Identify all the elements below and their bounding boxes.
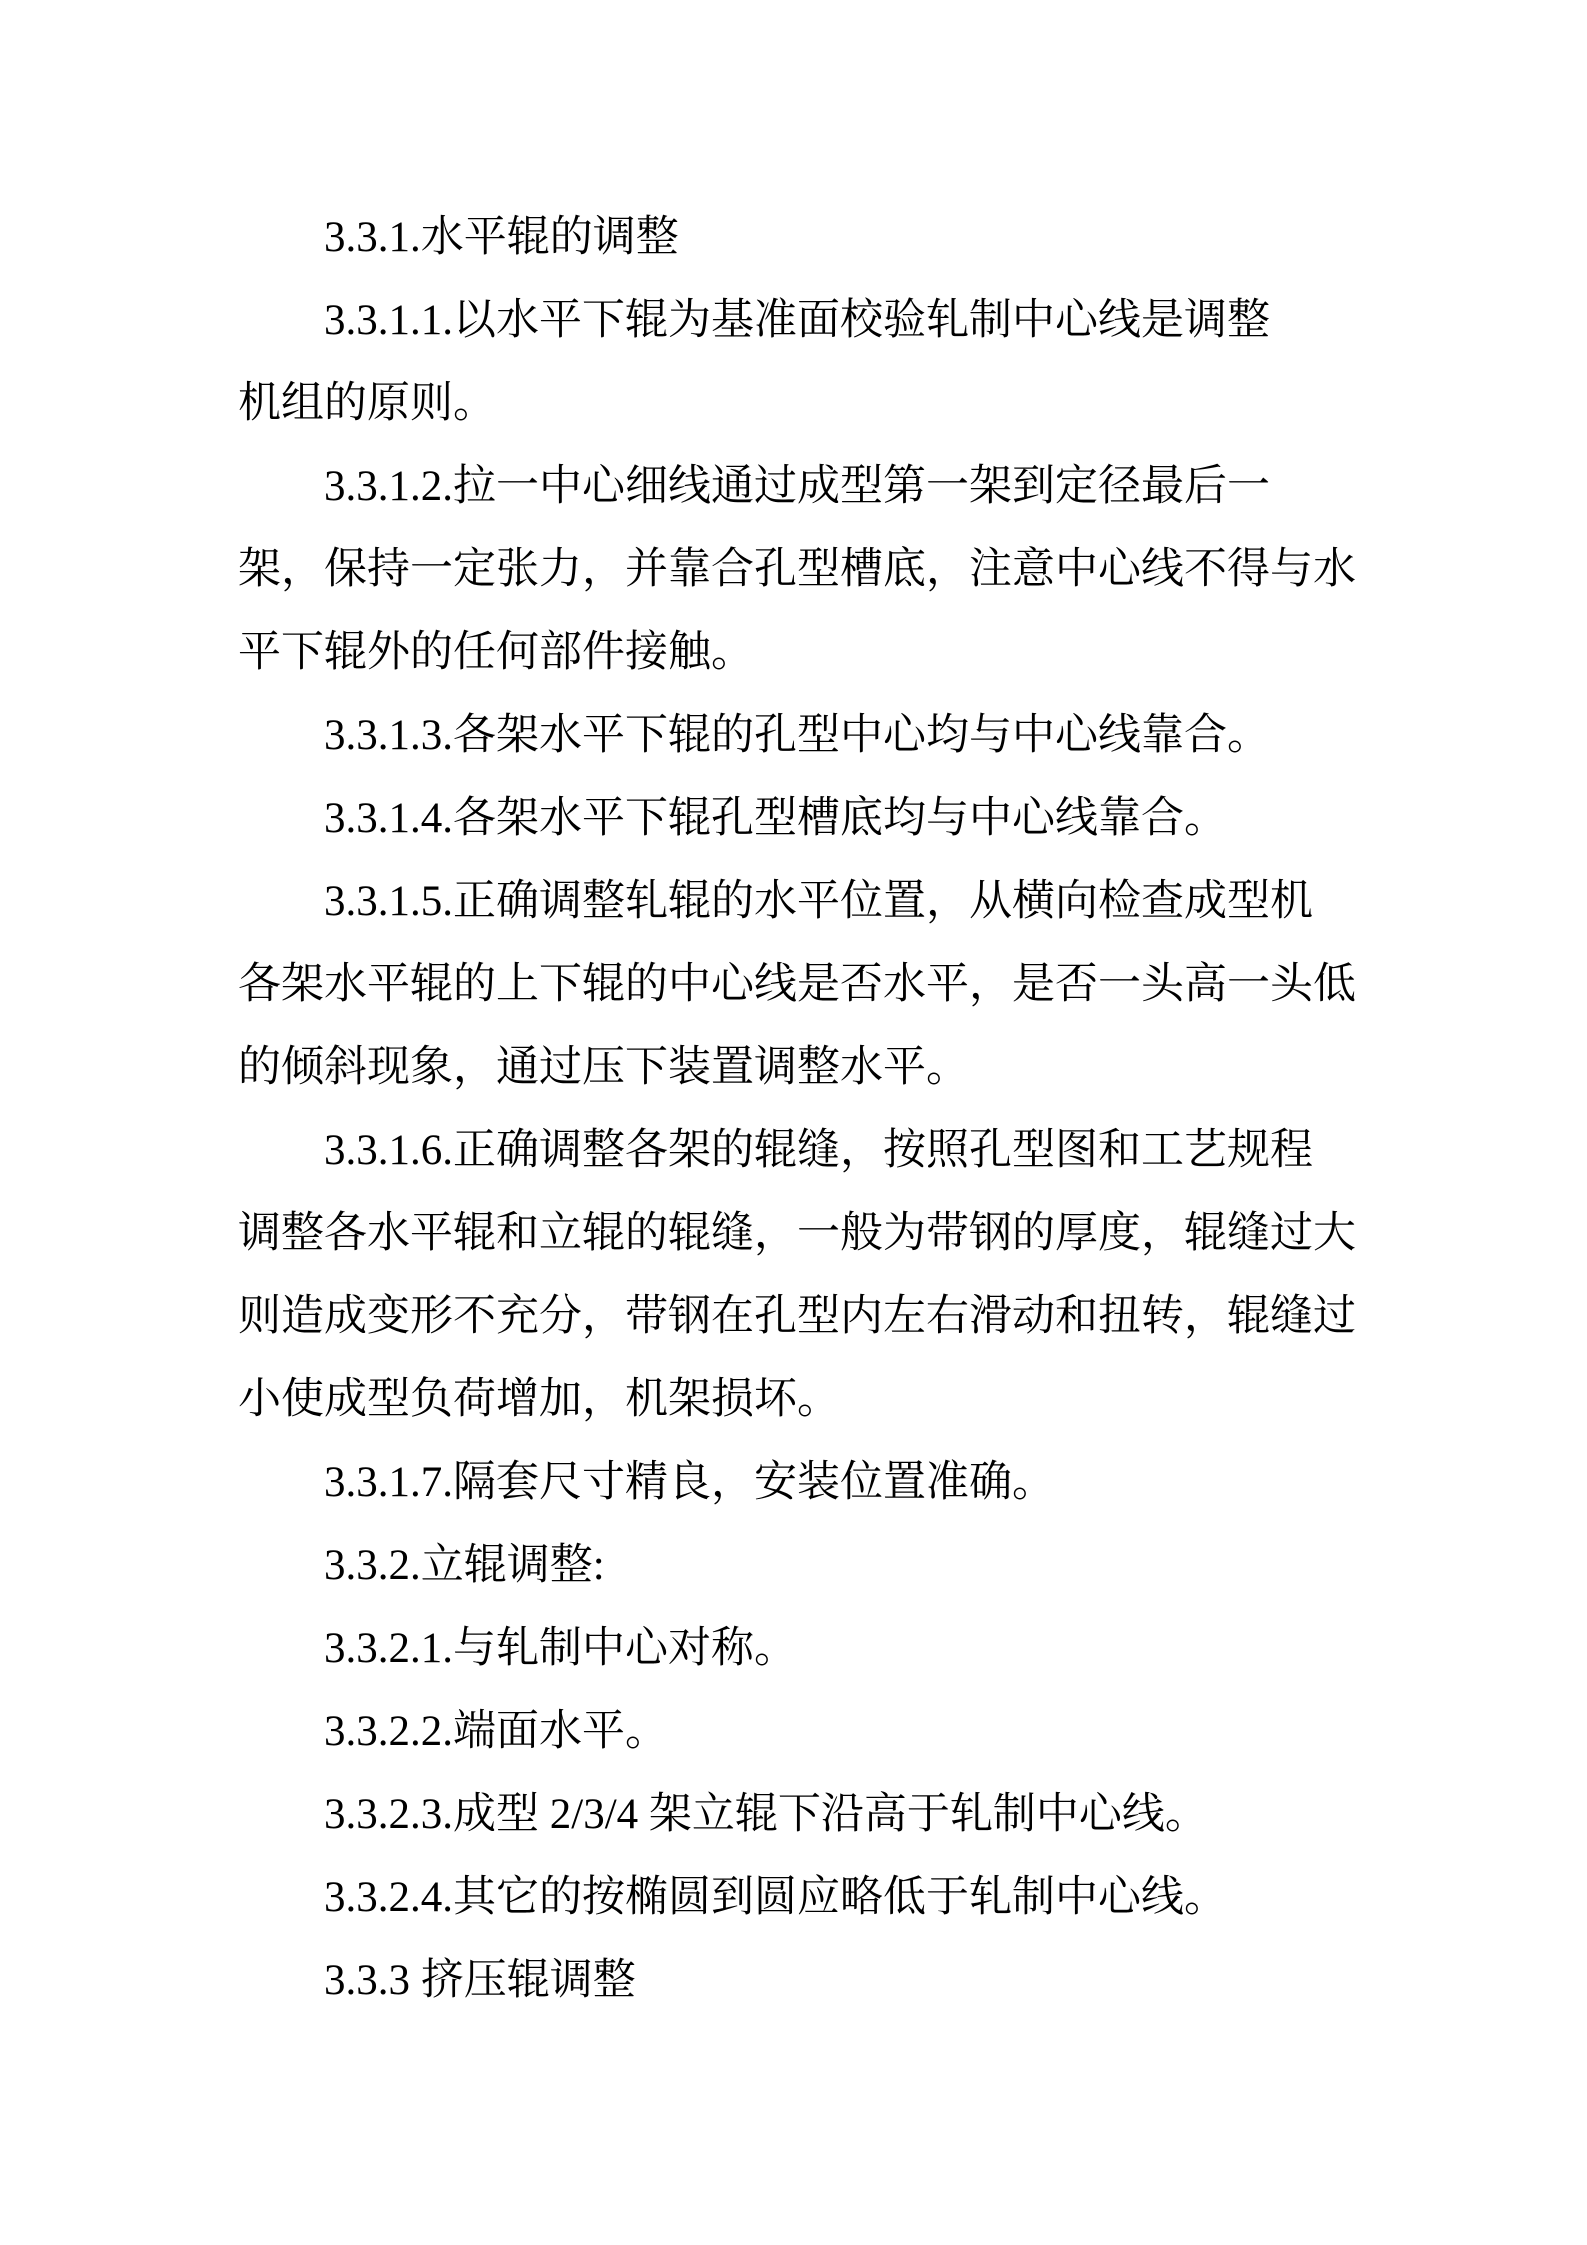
text-line: 架，保持一定张力，并靠合孔型槽底，注意中心线不得与水 — [238, 546, 1356, 593]
text-line: 3.3.1.7.隔套尺寸精良，安装位置准确。 — [238, 1459, 1055, 1506]
text-line: 3.3.2.1.与轧制中心对称。 — [238, 1625, 797, 1672]
text-line: 3.3.1.4.各架水平下辊孔型槽底均与中心线靠合。 — [238, 795, 1227, 842]
text-line: 则造成变形不充分，带钢在孔型内左右滑动和扭转，辊缝过 — [238, 1293, 1356, 1340]
text-line: 3.3.3 挤压辊调整 — [238, 1957, 636, 2004]
text-line: 调整各水平辊和立辊的辊缝，一般为带钢的厚度，辊缝过大 — [238, 1210, 1356, 1257]
text-line: 的倾斜现象，通过压下装置调整水平。 — [238, 1044, 969, 1091]
text-line: 3.3.1.2.拉一中心细线通过成型第一架到定径最后一 — [238, 463, 1270, 510]
text-line: 平下辊外的任何部件接触。 — [238, 629, 754, 676]
text-line: 机组的原则。 — [238, 380, 496, 427]
document-text-block — [238, 196, 1356, 2022]
text-line: 各架水平辊的上下辊的中心线是否水平，是否一头高一头低 — [238, 961, 1356, 1008]
text-line: 3.3.2.2.端面水平。 — [238, 1708, 668, 1755]
text-line: 3.3.1.1.以水平下辊为基准面校验轧制中心线是调整 — [238, 297, 1270, 344]
text-line: 3.3.2.立辊调整: — [238, 1542, 605, 1589]
text-line: 3.3.1.水平辊的调整 — [238, 214, 679, 261]
text-line: 3.3.2.4.其它的按椭圆到圆应略低于轧制中心线。 — [238, 1874, 1227, 1921]
text-line: 3.3.1.5.正确调整轧辊的水平位置，从横向检查成型机 — [238, 878, 1313, 925]
text-line: 3.3.1.3.各架水平下辊的孔型中心均与中心线靠合。 — [238, 712, 1270, 759]
text-line: 3.3.1.6.正确调整各架的辊缝，按照孔型图和工艺规程 — [238, 1127, 1313, 1174]
text-line: 小使成型负荷增加，机架损坏。 — [238, 1376, 840, 1423]
text-line: 3.3.2.3.成型 2/3/4 架立辊下沿高于轧制中心线。 — [238, 1791, 1208, 1838]
